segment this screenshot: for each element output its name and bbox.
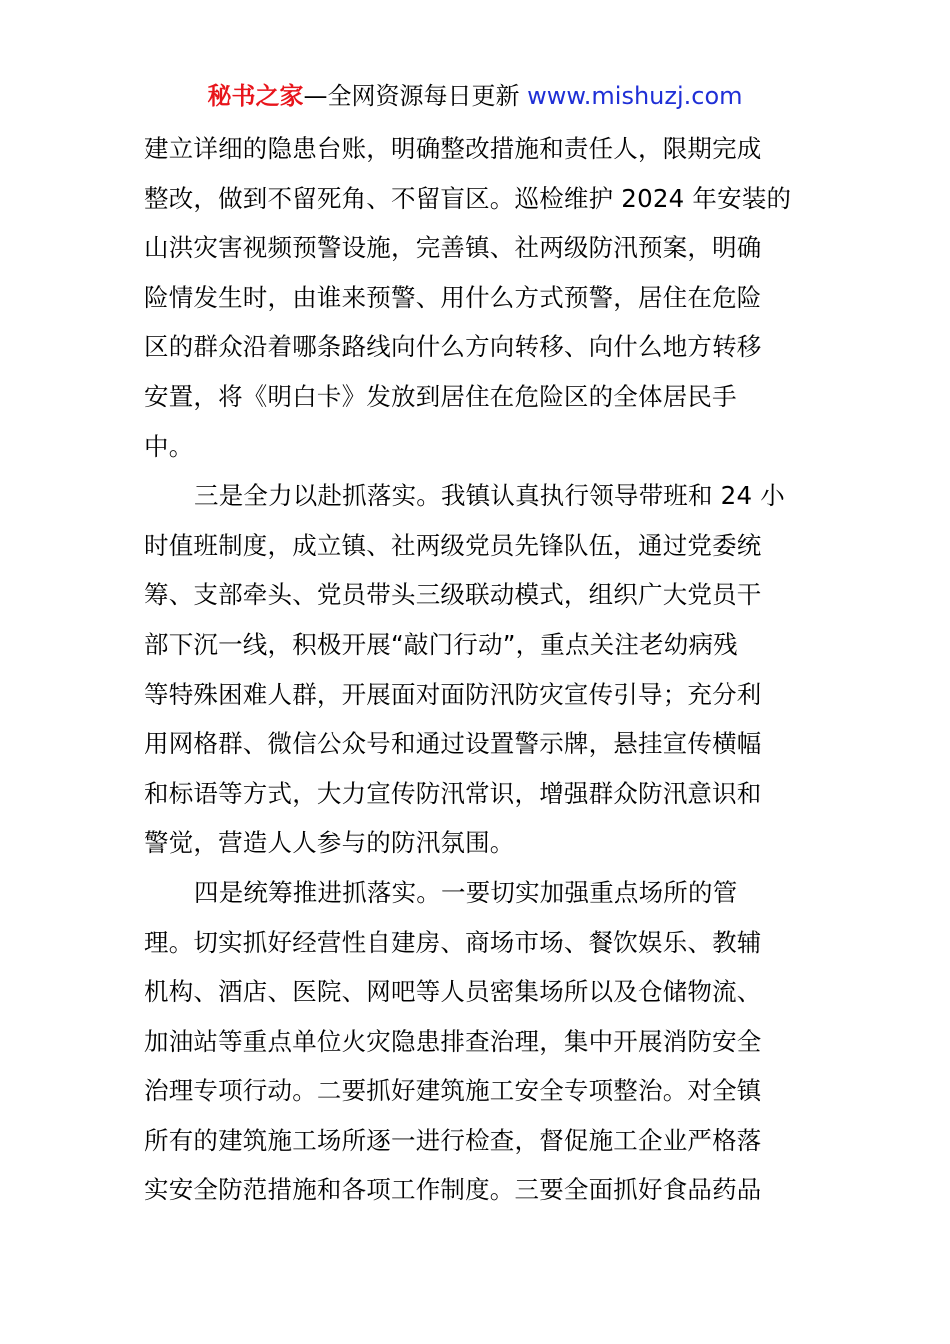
text-line: 山洪灾害视频预警设施，完善镇、社两级防汛预案，明确	[144, 233, 762, 263]
text-line: 建立详细的隐患台账，明确整改措施和责任人，限期完成	[144, 134, 762, 163]
text-line: 警觉，营造人人参与的防汛氛围。	[144, 828, 515, 858]
text-line: 实安全防范措施和各项工作制度。三要全面抓好食品药品	[144, 1175, 762, 1205]
text-line: 等特殊困难人群，开展面对面防汛防灾宣传引导；充分利	[144, 679, 762, 709]
text-line: 所有的建筑施工场所逐一进行检查，督促施工企业严格落	[144, 1125, 762, 1155]
text-line: 险情发生时，由谁来预警、用什么方式预警，居住在危险	[144, 282, 762, 312]
paragraph-start-line: 四是统筹推进抓落实。一要切实加强重点场所的管	[194, 877, 738, 907]
text-line: 部下沉一线，积极开展“敲门行动”，重点关注老幼病残	[144, 629, 738, 659]
text-line: 筹、支部牵头、党员带头三级联动模式，组织广大党员干	[144, 580, 762, 610]
text-line: 治理专项行动。二要抓好建筑施工安全专项整治。对全镇	[144, 1076, 762, 1106]
site-url-link[interactable]: www.mishuzj.com	[527, 82, 743, 110]
text-line: 时值班制度，成立镇、社两级党员先锋队伍，通过党委统	[144, 530, 762, 560]
paragraph-start-line: 三是全力以赴抓落实。我镇认真执行领导带班和 24 小	[194, 481, 785, 511]
text-line: 理。切实抓好经营性自建房、商场市场、餐饮娱乐、教辅	[144, 927, 762, 957]
text-line: 中。	[144, 431, 194, 461]
site-header	[0, 78, 950, 114]
document-body	[144, 124, 808, 1215]
site-brand: 秘书之家	[207, 82, 304, 110]
site-tagline: —全网资源每日更新	[303, 82, 520, 110]
text-line: 整改，做到不留死角、不留盲区。巡检维护 2024 年安装的	[144, 183, 792, 213]
text-line: 机构、酒店、医院、网吧等人员密集场所以及仓储物流、	[144, 977, 762, 1007]
text-line: 和标语等方式，大力宣传防汛常识，增强群众防汛意识和	[144, 778, 762, 808]
text-line: 区的群众沿着哪条路线向什么方向转移、向什么地方转移	[144, 332, 762, 362]
text-line: 安置，将《明白卡》发放到居住在危险区的全体居民手	[144, 381, 737, 411]
text-line: 加油站等重点单位火灾隐患排查治理，集中开展消防安全	[144, 1026, 762, 1056]
text-line: 用网格群、微信公众号和通过设置警示牌，悬挂宣传横幅	[144, 729, 762, 759]
